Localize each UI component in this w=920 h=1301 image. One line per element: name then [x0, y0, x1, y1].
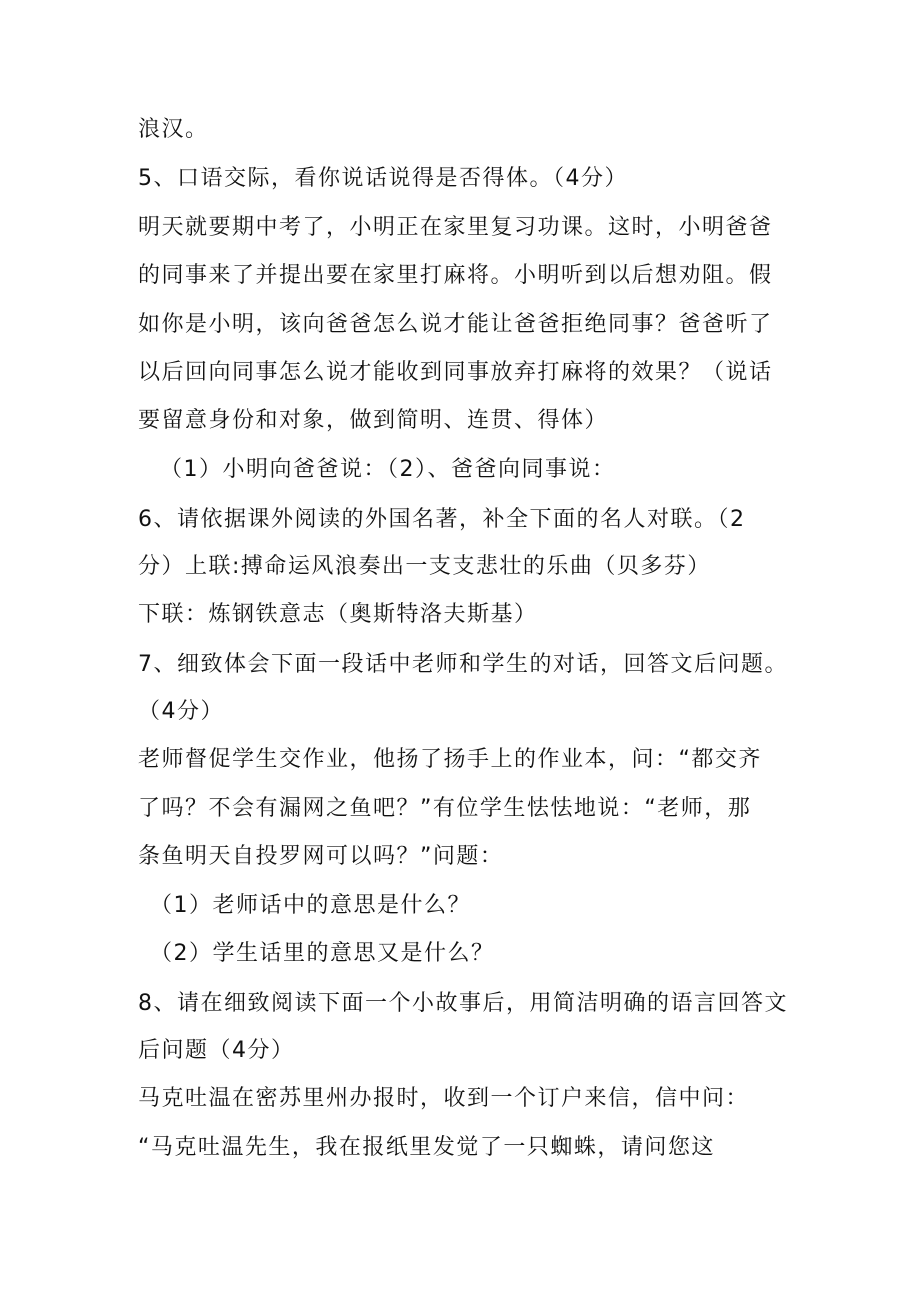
text-line: 条鱼明天自投罗网可以吗？”问题： — [138, 844, 504, 869]
text-line: “马克吐温先生，我在报纸里发觉了一只蜘蛛，请问您这 — [138, 1135, 715, 1160]
question-6-heading: 6、请依据课外阅读的外国名著，补全下面的名人对联。（2 — [138, 507, 746, 532]
question-8-heading: 8、请在细致阅读下面一个小故事后，用简洁明确的语言回答文 — [138, 991, 788, 1016]
sub-question: （2）学生话里的意思又是什么？ — [150, 941, 495, 966]
text-line: 分）上联:搏命运风浪奏出一支支悲壮的乐曲（贝多芬） — [138, 554, 711, 579]
question-7-heading: 7、细致体会下面一段话中老师和学生的对话，回答文后问题。 — [138, 652, 788, 677]
text-line: 明天就要期中考了，小明正在家里复习功课。这时，小明爸爸 — [138, 215, 773, 240]
text-line: 如你是小明，该向爸爸怎么说才能让爸爸拒绝同事？爸爸听了 — [138, 312, 773, 337]
text-line: 以后回向同事怎么说才能收到同事放弃打麻将的效果？（说话 — [138, 360, 773, 385]
text-line: （4分） — [138, 699, 224, 724]
text-line: 浪汉。 — [138, 117, 209, 142]
sub-question: （1）老师话中的意思是什么？ — [150, 893, 471, 918]
question-5-heading: 5、口语交际，看你说话说得是否得体。（4分） — [138, 166, 628, 191]
text-line: 了吗？不会有漏网之鱼吧？”有位学生怯怯地说：“老师，那 — [138, 796, 752, 821]
text-line: 老师督促学生交作业，他扬了扬手上的作业本，问：“都交齐 — [138, 747, 762, 772]
text-line: 马克吐温在密苏里州办报时，收到一个订户来信，信中问： — [138, 1086, 750, 1111]
sub-question: （1）小明向爸爸说：（2）、爸爸向同事说： — [160, 457, 616, 482]
text-line: 后问题（4分） — [138, 1038, 295, 1063]
text-line: 要留意身份和对象，做到简明、连贯、得体） — [138, 408, 609, 433]
text-line: 下联：炼钢铁意志（奥斯特洛夫斯基） — [138, 602, 538, 627]
text-line: 的同事来了并提出要在家里打麻将。小明听到以后想劝阻。假 — [138, 263, 773, 288]
